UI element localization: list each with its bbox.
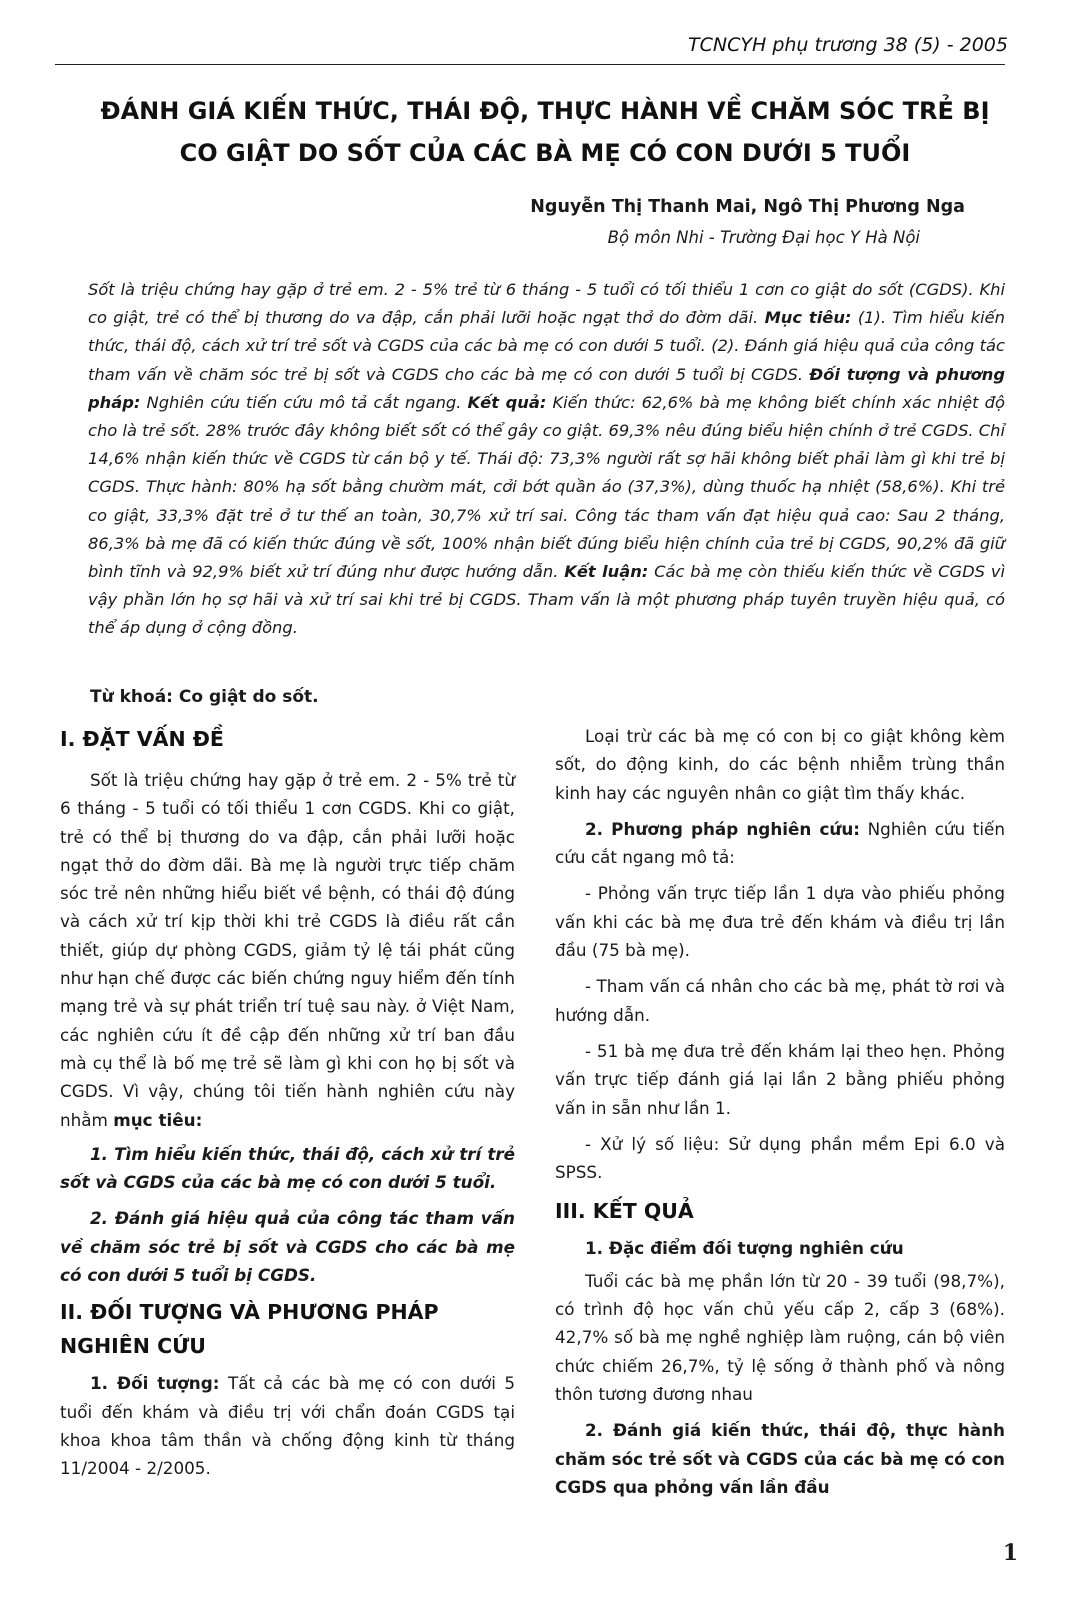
header-rule	[55, 64, 1005, 65]
abstract-aims-label: Mục tiêu:	[764, 308, 852, 328]
affiliation: Bộ môn Nhi - Trường Đại học Y Hà Nội	[607, 228, 920, 247]
objective-1: 1. Tìm hiểu kiến thức, thái độ, cách xử trí trẻ sốt và CGDS của các bà mẹ có con dưới 5 tuổi.	[60, 1143, 515, 1193]
journal-header: TCNCYH phụ trương 38 (5) - 2005	[688, 34, 1008, 56]
section-heading-results: III. KẾT QUẢ	[555, 1199, 694, 1224]
method-item-2: - Tham vấn cá nhân cho các bà mẹ, phát tờ rơi và hướng dẫn.	[555, 976, 1005, 1025]
abstract	[88, 276, 1005, 643]
abstract-methods: Nghiên cứu tiến cứu mô tả cắt ngang.	[146, 392, 462, 412]
methods-label: 2. Phương pháp nghiên cứu:	[585, 818, 861, 839]
objective-2: 2. Đánh giá hiệu quả của công tác tham vấn về chăm sóc trẻ bị sốt và CGDS cho các bà mẹ có con dưới 5 tuổi bị CGDS.	[60, 1208, 515, 1286]
abstract-intro: Sốt là triệu chứng hay gặp ở trẻ em. 2 - 5% trẻ từ 6 tháng - 5 tuổi có tối thiểu 1 cơn co giật do sốt (CGDS). Khi co giật, trẻ có thể bị thương do va đập, cắn phải lưỡi hoặc ngạt thở do đờm dãi.	[88, 280, 1005, 328]
abstract-methods-label: Đối tượng và phương pháp:	[88, 364, 1005, 412]
title-line-2: CO GIẬT DO SỐT CỦA CÁC BÀ MẸ CÓ CON DƯỚI 5 TUỔI	[179, 139, 911, 167]
keywords: Từ khoá: Co giật do sốt.	[90, 687, 319, 707]
intro-text: Sốt là triệu chứng hay gặp ở trẻ em. 2 - 5% trẻ từ 6 tháng - 5 tuổi có tối thiểu 1 cơn CGDS. Khi co giật, trẻ có thể bị thương do va đập, cắn phải lưỡi hoặc ngạt thở do đờm dãi. Bà mẹ là người trực tiếp chăm sóc trẻ nên những hiểu biết về bệnh, có thái độ đúng và cách xử trí kịp thời khi trẻ CGDS là điều rất cần thiết, giúp dự phòng CGDS, giảm tỷ lệ tái phát cũng như hạn chế được các biến chứng nguy hiểm đến tính mạng trẻ và sự phát triển trí tuệ sau này. ở Việt Nam, các nghiên cứu ít đề cập đến những xử trí ban đầu mà cụ thể là bố mẹ trẻ sẽ làm gì khi con họ bị sốt và CGDS. Vì vậy, chúng tôi tiến hành nghiên cứu này nhằm	[60, 770, 515, 1130]
authors: Nguyễn Thị Thanh Mai, Ngô Thị Phương Nga	[530, 197, 965, 217]
paper-title	[40, 90, 1050, 174]
methods-paragraph	[555, 815, 1005, 872]
abstract-results: Kiến thức: 62,6% bà mẹ không biết chính xác nhiệt độ cho là trẻ sốt. 28% trước đây không biết sốt có thể gây co giật. 69,3% nêu đúng biểu hiện chính ở trẻ CGDS. Chỉ 14,6% nhận kiến thức về CGDS từ cán bộ y tế. Thái độ: 73,3% người rất sợ hãi không biết phải làm gì khi trẻ bị CGDS. Thực hành: 80% hạ sốt bằng chườm mát, cởi bớt quần áo (37,3%), dùng thuốc hạ nhiệt (58,6%). Khi trẻ co giật, 33,3% đặt trẻ ở tư thế an toàn, 30,7% xử trí sai. Công tác tham vấn đạt hiệu quả cao: Sau 2 tháng, 86,3% bà mẹ đã có kiến thức đúng về sốt, 100% nhận biết đúng biểu hiện chính của trẻ bị CGDS, 90,2% đã giữ bình tĩnh và 92,9% biết xử trí đúng như được hướng dẫn.	[88, 392, 1005, 582]
method-item-3: - 51 bà mẹ đưa trẻ đến khám lại theo hẹn. Phỏng vấn trực tiếp đánh giá lại lần 2 bằng phiếu phỏng vấn in sẵn như lần 1.	[555, 1040, 1005, 1118]
section-heading-intro: I. ĐẶT VẤN ĐỀ	[60, 727, 224, 751]
subjects-paragraph	[60, 1369, 515, 1482]
abstract-aims: (1). Tìm hiểu kiến thức, thái độ, cách xử trí trẻ sốt và CGDS của các bà mẹ có con dưới 5 tuổi. (2). Đánh giá hiệu quả của công tác tham vấn về chăm sóc trẻ bị sốt và CGDS cho các bà mẹ có con dưới 5 tuổi bị CGDS.	[88, 308, 1005, 384]
results-subheading-1: 1. Đặc điểm đối tượng nghiên cứu	[585, 1238, 904, 1259]
exclusion-paragraph: Loại trừ các bà mẹ có con bị co giật không kèm sốt, do động kinh, do các bệnh nhiễm trùng thần kinh hay các nguyên nhân co giật tìm thấy khác.	[555, 726, 1005, 803]
abstract-results-label: Kết quả:	[467, 392, 547, 412]
left-column	[60, 722, 515, 1483]
title-line-1: ĐÁNH GIÁ KIẾN THỨC, THÁI ĐỘ, THỰC HÀNH VỀ CHĂM SÓC TRẺ BỊ	[100, 97, 990, 125]
right-column	[555, 722, 1005, 1501]
method-item-1: - Phỏng vấn trực tiếp lần 1 dựa vào phiếu phỏng vấn khi các bà mẹ đưa trẻ đến khám và điều trị lần đầu (75 bà mẹ).	[555, 883, 1005, 961]
methods-text: Nghiên cứu tiến cứu cắt ngang mô tả:	[555, 818, 1005, 868]
method-item-4: - Xử lý số liệu: Sử dụng phần mềm Epi 6.0 và SPSS.	[555, 1133, 1005, 1183]
subjects-label: 1. Đối tượng:	[90, 1373, 220, 1394]
intro-paragraph	[60, 766, 515, 1134]
abstract-conclusion-label: Kết luận:	[564, 562, 649, 582]
abstract-conclusion: Các bà mẹ còn thiếu kiến thức về CGDS vì vậy phần lớn họ sợ hãi và xử trí sai khi trẻ bị CGDS. Tham vấn là một phương pháp tuyên truyền hiệu quả, có thể áp dụng ở cộng đồng.	[88, 562, 1005, 638]
intro-aims-label: mục tiêu:	[113, 1109, 203, 1130]
section-heading-methods: II. ĐỐI TƯỢNG VÀ PHƯƠNG PHÁP NGHIÊN CỨU	[60, 1300, 439, 1359]
page-number: 1	[1002, 1540, 1018, 1566]
results-paragraph-1: Tuổi các bà mẹ phần lớn từ 20 - 39 tuổi (98,7%), có trình độ học vấn chủ yếu cấp 2, cấp 3 (68%). 42,7% số bà mẹ nghề nghiệp làm ruộng, cán bộ viên chức chiếm 26,7%, tỷ lệ sống ở thành phố và nông thôn tương đương nhau	[555, 1270, 1005, 1404]
results-subheading-2: 2. Đánh giá kiến thức, thái độ, thực hành chăm sóc trẻ sốt và CGDS của các bà mẹ có con CGDS qua phỏng vấn lần đầu	[555, 1420, 1005, 1497]
subjects-text: Tất cả các bà mẹ có con dưới 5 tuổi đến khám và điều trị với chẩn đoán CGDS tại khoa khoa tâm thần và chống động kinh từ tháng 11/2004 - 2/2005.	[60, 1373, 515, 1479]
